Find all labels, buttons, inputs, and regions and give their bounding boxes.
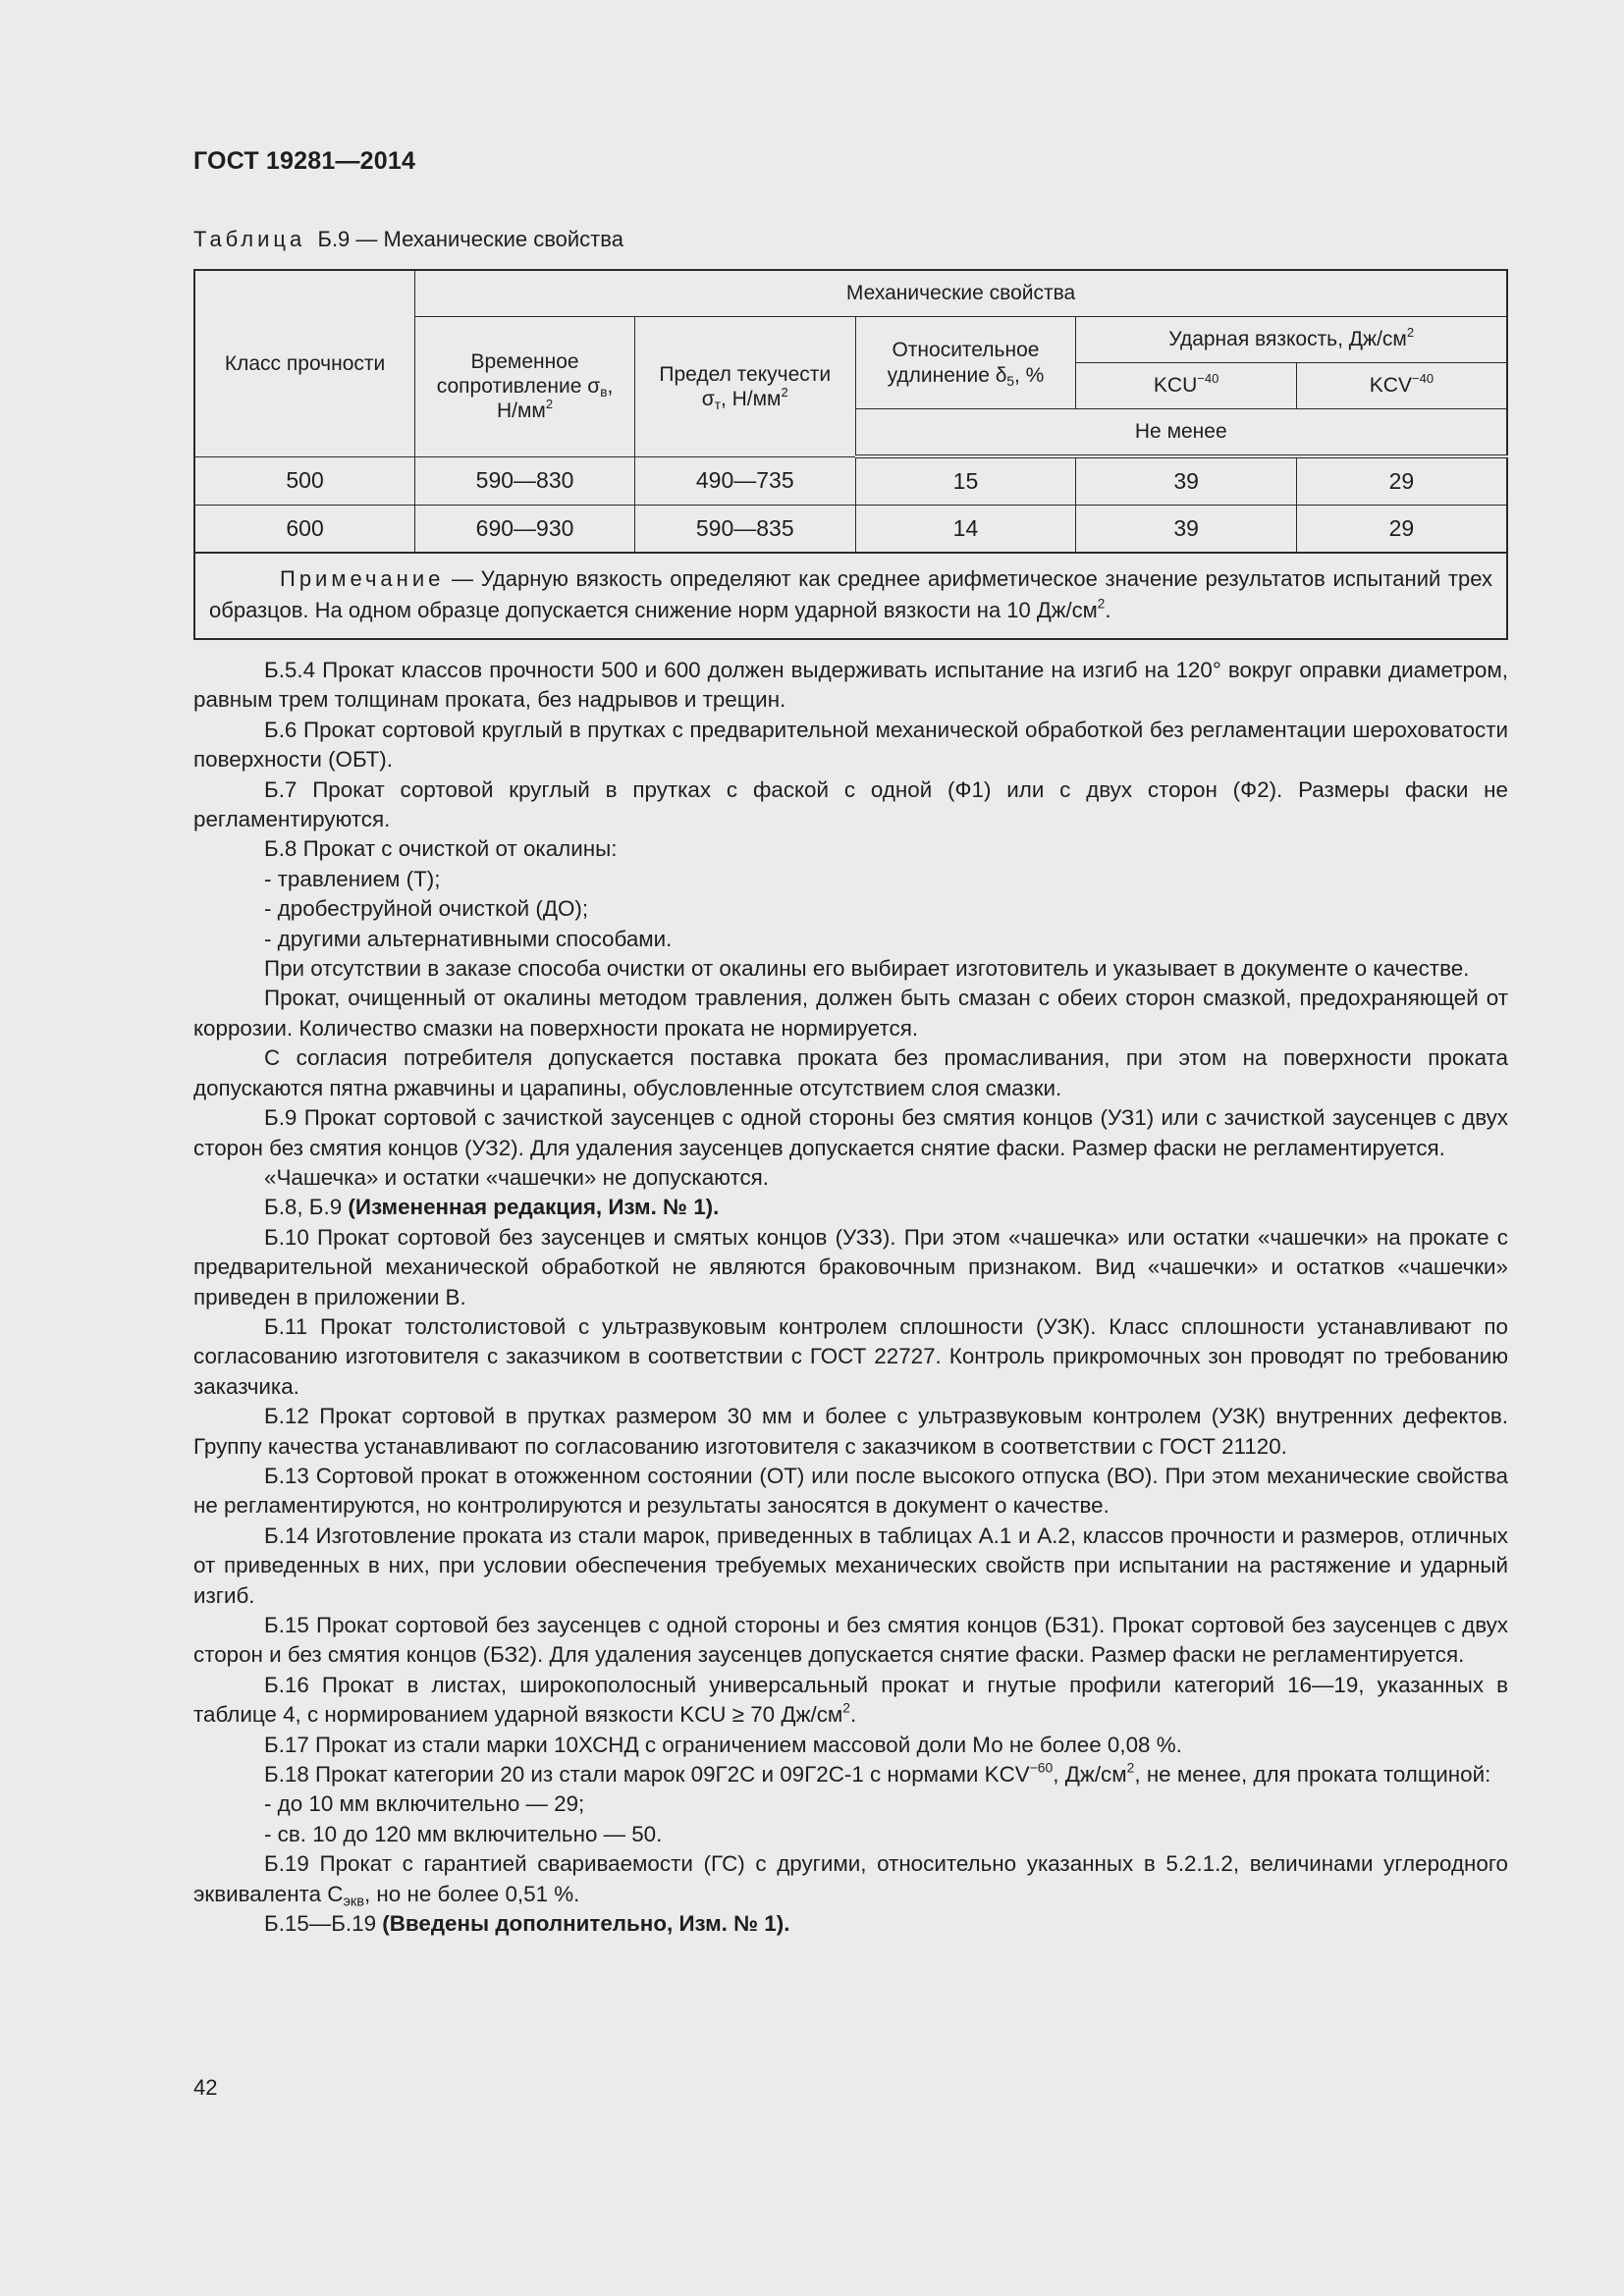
table-caption-word: Таблица <box>193 227 306 251</box>
paragraph: Б.15 Прокат сортовой без заусенцев с одной стороны и без смятия концов (БЗ1). Прокат сортовой без заусенцев с двух сторон и без смятия концов (БЗ2). Для удаления заусенцев допускается снятие фаски. Размер фаски не регламентируется. <box>193 1613 1508 1668</box>
table-caption-text: Б.9 — Механические свойства <box>317 227 623 251</box>
cell-class: 600 <box>194 506 415 554</box>
header-mechanical-properties: Механические свойства <box>415 270 1507 317</box>
paragraph: При отсутствии в заказе способа очистки от окалины его выбирает изготовитель и указывает в документе о качестве. <box>264 956 1470 982</box>
cell-yield: 490—735 <box>634 456 855 506</box>
paragraph: С согласия потребителя допускается поставка проката без промасливания, при этом на поверхности проката допускаются пятна ржавчины и царапины, обусловленные отсутствием слоя смазки. <box>193 1045 1508 1100</box>
note-word: Примечание <box>280 566 445 591</box>
cell-tensile: 590—830 <box>415 456 635 506</box>
header-kcu: $KCU^{-40}$ <box>1076 363 1297 409</box>
cell-kcu: 39 <box>1076 506 1297 554</box>
table-row <box>194 506 1507 554</box>
paragraph: «Чашечка» и остатки «чашечки» не допускаются. <box>264 1164 769 1190</box>
header-strength-class: Класс прочности <box>194 270 415 456</box>
paragraph: Б.13 Сортовой прокат в отожженном состоянии (ОТ) или после высокого отпуска (ВО). При этом механические свойства не регламентируются, но контролируются и результаты заносятся в документ о качестве. <box>193 1463 1508 1519</box>
table-caption <box>193 227 623 252</box>
cell-kcv: 29 <box>1296 456 1507 506</box>
mechanical-properties-table-wrap <box>193 269 1508 640</box>
paragraph: Б.19 Прокат с гарантией свариваемости (ГС) с другими, относительно указанных в 5.2.1.2, величинами углеродного эквивалента $С_{экв}$, но не более 0,51 %. <box>193 1851 1508 1910</box>
list-item: - другими альтернативными способами. <box>264 926 673 951</box>
body-text <box>193 656 1508 1939</box>
table-note: Примечание — Ударную вязкость определяют как среднее арифметическое значение результатов испытаний трех образцов. На одном образце допускается снижение норм ударной вязкости на 10 $Дж/см^2$. <box>194 553 1507 639</box>
amendment-note: Б.8, Б.9 (Измененная редакция, Изм. № 1). <box>264 1195 720 1220</box>
header-tensile-strength: Временное сопротивление $\sigma_в$, $Н/мм^2$ <box>415 317 635 457</box>
header-elongation: Относительное удлинение $\delta_5$, % <box>855 317 1076 409</box>
paragraph: Б.18 Прокат категории 20 из стали марок 09Г2С и 09Г2С-1 с нормами $KCV^{-60}$, $Дж/см^2$, не менее, для проката толщиной: <box>264 1759 1491 1788</box>
paragraph: Б.8 Прокат с очисткой от окалины: <box>264 836 618 862</box>
paragraph: Б.14 Изготовление проката из стали марок, приведенных в таблицах А.1 и А.2, классов прочности и размеров, отличных от приведенных в них, при условии обеспечения требуемых механических свойств при испытании на растяжение и ударный изгиб. <box>193 1522 1508 1608</box>
mechanical-properties-table <box>193 269 1508 640</box>
list-item: - св. 10 до 120 мм включительно — 50. <box>264 1821 663 1846</box>
standard-header: ГОСТ 19281—2014 <box>193 147 416 175</box>
header-kcv: $KCV^{-40}$ <box>1296 363 1507 409</box>
cell-kcu: 39 <box>1076 456 1297 506</box>
page-number: 42 <box>193 2075 218 2100</box>
paragraph: Б.5.4 Прокат классов прочности 500 и 600 должен выдерживать испытание на изгиб на 120° вокруг оправки диаметром, равным трем толщинам проката, без надрывов и трещин. <box>193 658 1508 713</box>
list-item: - дробеструйной очисткой (ДО); <box>264 896 589 922</box>
cell-yield: 590—835 <box>634 506 855 554</box>
list-item: - травлением (Т); <box>264 866 441 891</box>
paragraph: Б.6 Прокат сортовой круглый в прутках с предварительной механической обработкой без регламентации шероховатости поверхности (ОБТ). <box>193 717 1508 773</box>
list-item: - до 10 мм включительно — 29; <box>264 1791 585 1817</box>
paragraph: Б.9 Прокат сортовой с зачисткой заусенцев с одной стороны без смятия концов (УЗ1) или с зачисткой заусенцев с двух сторон без смятия концов (УЗ2). Для удаления заусенцев допускается снятие фаски. Размер фаски не регламентируется. <box>193 1105 1508 1160</box>
paragraph: Б.10 Прокат сортовой без заусенцев и смятых концов (УЗЗ). При этом «чашечка» или остатки «чашечки» на прокате с предварительной механической обработкой не являются браковочным признаком. Вид «чашечки» и остатков «чашечки» приведен в приложении В. <box>193 1224 1508 1309</box>
amendment-note: Б.15—Б.19 (Введены дополнительно, Изм. № 1). <box>264 1911 790 1937</box>
cell-elongation: 15 <box>855 456 1076 506</box>
cell-kcv: 29 <box>1296 506 1507 554</box>
paragraph: Б.11 Прокат толстолистовой с ультразвуковым контролем сплошности (УЗК). Класс сплошности устанавливают по согласованию изготовителя с заказчиком в соответствии с ГОСТ 22727. Контроль прикромочных зон проводят по требованию заказчика. <box>193 1313 1508 1399</box>
cell-class: 500 <box>194 456 415 506</box>
header-not-less: Не менее <box>855 409 1507 457</box>
paragraph: Б.16 Прокат в листах, широкополосный универсальный прокат и гнутые профили категорий 16—19, указанных в таблице 4, с нормированием ударной вязкости KCU ≥ 70 $Дж/см^2$. <box>193 1672 1508 1728</box>
cell-tensile: 690—930 <box>415 506 635 554</box>
cell-elongation: 14 <box>855 506 1076 554</box>
paragraph: Б.17 Прокат из стали марки 10ХСНД с ограничением массовой доли Мо не более 0,08 %. <box>264 1732 1182 1757</box>
paragraph: Б.12 Прокат сортовой в прутках размером 30 мм и более с ультразвуковым контролем (УЗК) внутренних дефектов. Группу качества устанавливают по согласованию изготовителя с заказчиком в соответствии с ГОСТ 21120. <box>193 1404 1508 1459</box>
paragraph: Прокат, очищенный от окалины методом травления, должен быть смазан с обеих сторон смазкой, предохраняющей от коррозии. Количество смазки на поверхности проката не нормируется. <box>193 986 1508 1041</box>
paragraph: Б.7 Прокат сортовой круглый в прутках с фаской с одной (Ф1) или с двух сторон (Ф2). Размеры фаски не регламентируются. <box>193 776 1508 832</box>
table-row <box>194 456 1507 506</box>
header-impact-toughness: Ударная вязкость, $Дж/см^2$ <box>1076 317 1507 363</box>
note-text: — Ударную вязкость определяют как среднее арифметическое значение результатов испытаний трех образцов. На одном образце допускается снижение норм ударной вязкости на 10 Дж/см <box>209 566 1492 622</box>
header-yield-strength: Предел текучести $\sigma_т$, $Н/мм^2$ <box>634 317 855 457</box>
